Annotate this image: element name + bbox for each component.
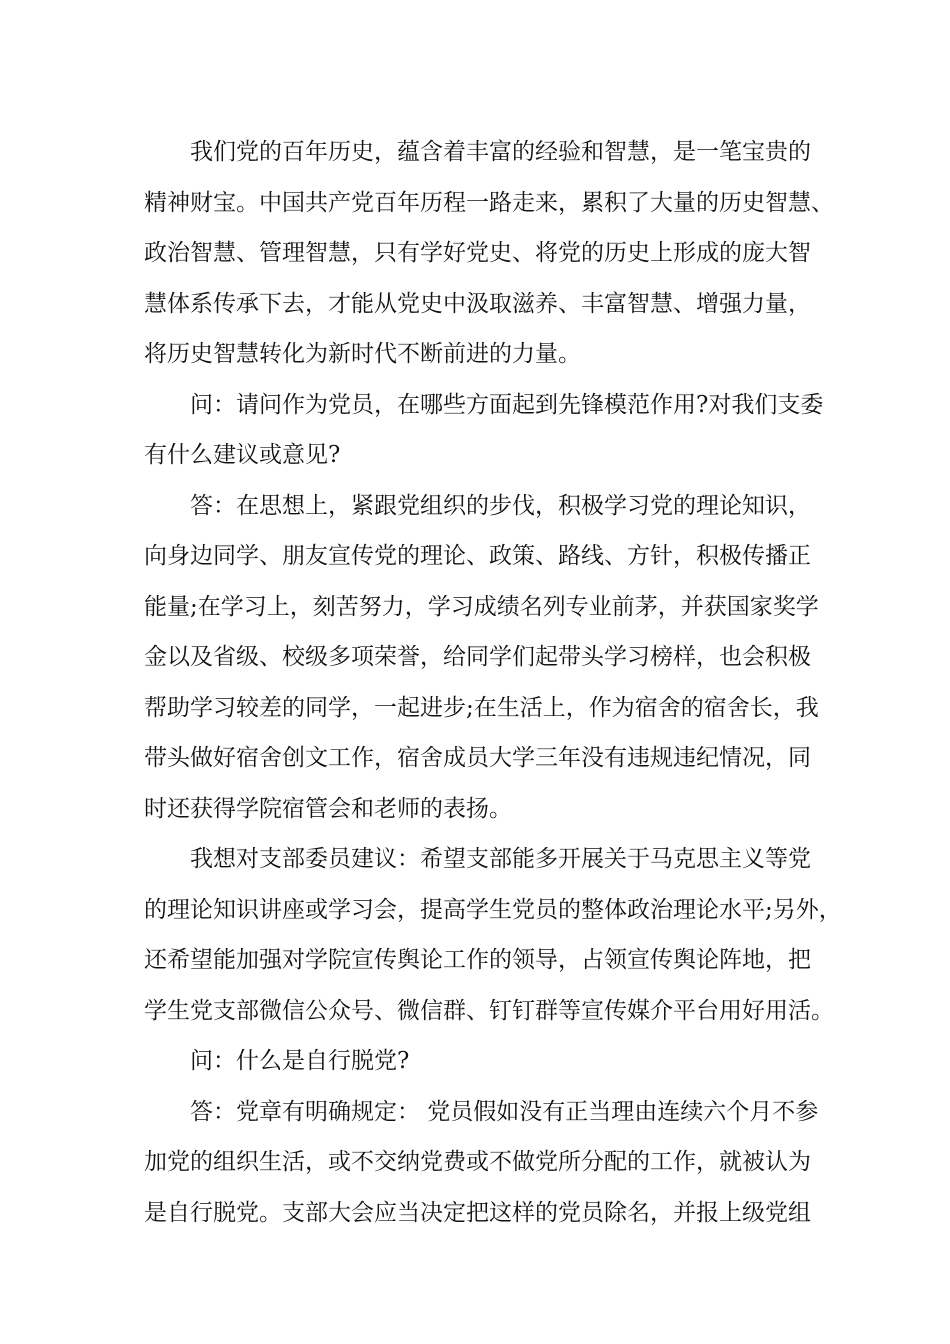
answer-line: 金以及省级、校级多项荣誉，给同学们起带头学习榜样，也会积极 (144, 644, 811, 670)
paragraph-line: 学生党支部微信公众号、微信群、钉钉群等宣传媒介平台用好用活。 (144, 997, 834, 1024)
question-line: 有什么建议或意见? (144, 442, 341, 468)
paragraph-line: 政治智慧、管理智慧，只有学好党史、将党的历史上形成的庞大智 (144, 240, 811, 266)
answer-line: 时还获得学院宿管会和老师的表扬。 (144, 795, 512, 822)
answer-line: 答：党章有明确规定： 党员假如没有正当理由连续六个月不参 (190, 1098, 819, 1125)
answer-line: 是自行脱党。支部大会应当决定把这样的党员除名，并报上级党组 (144, 1199, 811, 1226)
paragraph-line: 我们党的百年历史，蕴含着丰富的经验和智慧，是一笔宝贵的 (190, 139, 811, 165)
answer-line: 答：在思想上，紧跟党组织的步伐，积极学习党的理论知识， (190, 492, 811, 519)
paragraph-line: 精神财宝。中国共产党百年历程一路走来，累积了大量的历史智慧、 (144, 189, 834, 216)
answer-line: 能量;在学习上，刻苦努力，学习成绩名列专业前茅，并获国家奖学 (144, 593, 819, 620)
paragraph-line: 我想对支部委员建议：希望支部能多开展关于马克思主义等党 (190, 846, 811, 872)
paragraph-line: 还希望能加强对学院宣传舆论工作的领导，占领宣传舆论阵地，把 (144, 947, 811, 973)
answer-line: 向身边同学、朋友宣传党的理论、政策、路线、方针，积极传播正 (144, 543, 811, 569)
paragraph-line: 慧体系传承下去，才能从党史中汲取滋养、丰富智慧、增强力量， (144, 290, 811, 317)
question-line: 问：什么是自行脱党? (190, 1048, 410, 1074)
answer-line: 加党的组织生活，或不交纳党费或不做党所分配的工作，就被认为 (144, 1149, 811, 1175)
answer-line: 帮助学习较差的同学，一起进步;在生活上，作为宿舍的宿舍长，我 (144, 694, 819, 721)
answer-line: 带头做好宿舍创文工作，宿舍成员大学三年没有违规违纪情况，同 (144, 745, 811, 771)
paragraph-line: 的理论知识讲座或学习会，提高学生党员的整体政治理论水平;另外， (144, 896, 842, 923)
paragraph-line: 将历史智慧转化为新时代不断前进的力量。 (144, 341, 581, 367)
question-line: 问：请问作为党员，在哪些方面起到先锋模范作用?对我们支委 (190, 391, 824, 418)
document-body (144, 127, 842, 1238)
